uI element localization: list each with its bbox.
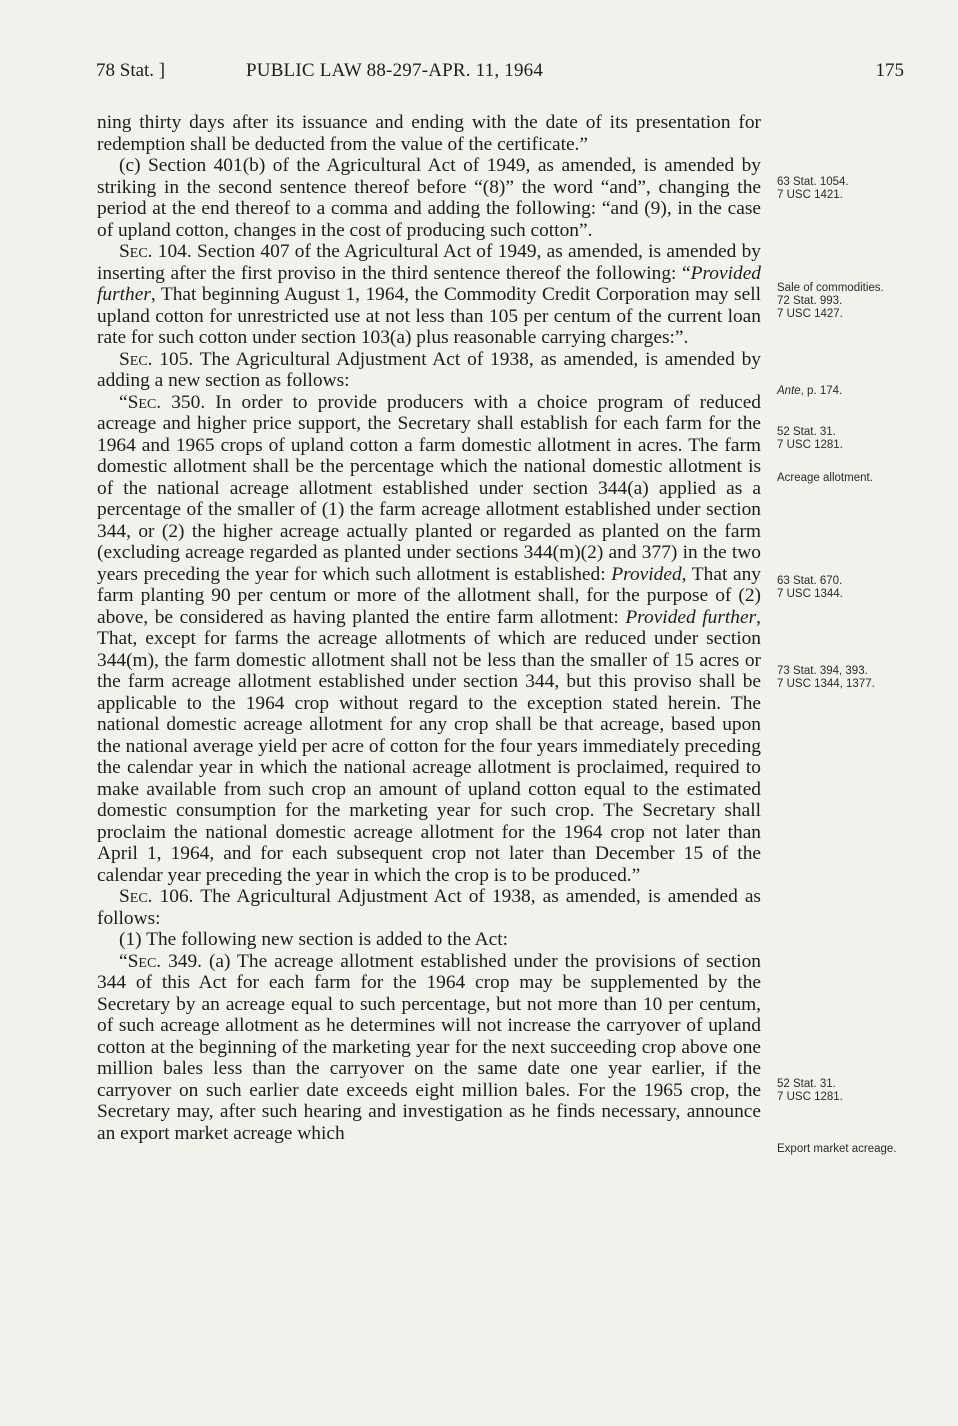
margin-note: Ante, p. 174. bbox=[777, 385, 843, 397]
text-run: , That any farm planting 90 per centum or more of the allotment shall, for the purpose of (2) above, be considered as having planted the entire farm allotment: bbox=[97, 563, 761, 628]
statute-paragraph bbox=[97, 951, 761, 1145]
section-number: Sec. 105. bbox=[119, 348, 194, 370]
running-header bbox=[96, 60, 904, 86]
text-run: “ bbox=[119, 391, 128, 413]
statute-paragraph bbox=[97, 392, 761, 887]
statute-volume: 78 Stat. ] bbox=[96, 60, 166, 81]
statute-paragraph bbox=[97, 349, 761, 392]
text-run: The Agricultural Adjustment Act of 1938, as amended, is amended as follows: bbox=[97, 886, 761, 929]
page-number: 175 bbox=[875, 60, 904, 81]
text-run: ning thirty days after its issuance and ending with the date of its presentation for redemption shall be deducted from the value of the certificate.” bbox=[97, 112, 761, 155]
statute-paragraph bbox=[97, 929, 761, 951]
statute-paragraph bbox=[97, 886, 761, 929]
text-run: , That, except for farms the acreage allotments of which are reduced under section 344(m), the farm domestic allotment shall not be less than the smaller of 15 acres or the farm acreage allotment established under section 344, but this proviso shall be applicable to the 1964 crop without regard to the exception stated herein. The national domestic acreage allotment for any crop shall be that acreage, based upon the national average yield per acre of cotton for the four years immediately preceding the calendar year in which the national acreage allotment is proclaimed, required to make available from such crop an amount of upland cotton equal to the estimated domestic consumption for the marketing year for such crop. The Secretary shall proclaim the national domestic acreage allotment for the 1964 crop not later than April 1, 1964, and for each subsequent crop not later than December 15 of the calendar year preceding the year in which the crop is to be produced.” bbox=[97, 606, 761, 886]
margin-note: 52 Stat. 31. 7 USC 1281. bbox=[777, 426, 843, 451]
margin-note: 63 Stat. 670. 7 USC 1344. bbox=[777, 575, 843, 600]
section-number: Sec. 350. bbox=[127, 391, 206, 413]
margin-note: Sale of commodities. 72 Stat. 993. 7 USC 1427. bbox=[777, 282, 884, 320]
section-number: Sec. 104. bbox=[119, 241, 192, 262]
statute-paragraph bbox=[97, 112, 761, 155]
public-law-title: PUBLIC LAW 88-297-APR. 11, 1964 bbox=[246, 60, 544, 81]
italic-phrase: Provided bbox=[611, 563, 682, 585]
margin-note: 52 Stat. 31. 7 USC 1281. bbox=[777, 1078, 843, 1103]
text-run: (1) The following new section is added to the Act: bbox=[119, 929, 508, 950]
text-run: (c) Section 401(b) of the Agricultural Act of 1949, as amended, is amended by striking in the second sentence thereof before “(8)” the word “and”, changing the period at the end thereof to a comma and adding the following: “and (9), in the case of upland cotton, changes in the cost of producing such cotton”. bbox=[97, 155, 761, 241]
italic-phrase: Provided further bbox=[625, 606, 757, 628]
statute-paragraph bbox=[97, 241, 761, 349]
text-run: In order to provide producers with a choice program of reduced acreage and higher price support, the Secretary shall establish for each farm for the 1964 and 1965 crops of upland cotton a farm domestic allotment in acres. The farm domestic allotment shall be the percentage which the national domestic allotment is of the national acreage allotment established under section 344(a) applied as a percentage of the smaller of (1) the farm acreage allotment established under section 344, or (2) the higher acreage actually planted or regarded as planted on the farm (excluding acreage regarded as planted under sections 344(m)(2) and 377) in the two years preceding the year for which such allotment is established: bbox=[97, 391, 761, 585]
text-run: , That beginning August 1, 1964, the Commodity Credit Corporation may sell upland cotton for unrestricted use at not less than 105 per centum of the current loan rate for such cotton under section 103(a) plus reasonable carrying charges:”. bbox=[97, 284, 761, 348]
italic-phrase: Provided further bbox=[97, 262, 761, 305]
text-run: Section 407 of the Agricultural Act of 1949, as amended, is amended by inserting after the first proviso in the third sentence thereof the following: “ bbox=[97, 241, 761, 284]
text-run: “ bbox=[119, 950, 128, 972]
statute-text-column bbox=[97, 112, 761, 1144]
section-number: Sec. 106. bbox=[119, 886, 194, 907]
margin-note: 73 Stat. 394, 393. 7 USC 1344, 1377. bbox=[777, 665, 875, 690]
statute-paragraph bbox=[97, 155, 761, 241]
section-number: Sec. 349. bbox=[127, 950, 203, 972]
text-run: The Agricultural Adjustment Act of 1938, as amended, is amended by adding a new section as follows: bbox=[97, 348, 761, 391]
text-run: (a) The acreage allotment established under the provisions of section 344 of this Act for each farm for the 1964 crop may be supplemented by the Secretary by an acreage equal to such percentage, but not more than 10 per centum, of such acreage allotment as he determines will not increase the carryover of upland cotton at the beginning of the marketing year for the next succeeding crop above one million bales less than the carryover on the same date one year earlier, if the carryover on such earlier date exceeds eight million bales. For the 1965 crop, the Secretary may, after such hearing and investigation as he finds necessary, announce an export market acreage which bbox=[97, 950, 762, 1144]
margin-note: 63 Stat. 1054. 7 USC 1421. bbox=[777, 176, 849, 201]
margin-note: Acreage allotment. bbox=[777, 472, 873, 484]
margin-note: Export market acreage. bbox=[777, 1143, 897, 1155]
